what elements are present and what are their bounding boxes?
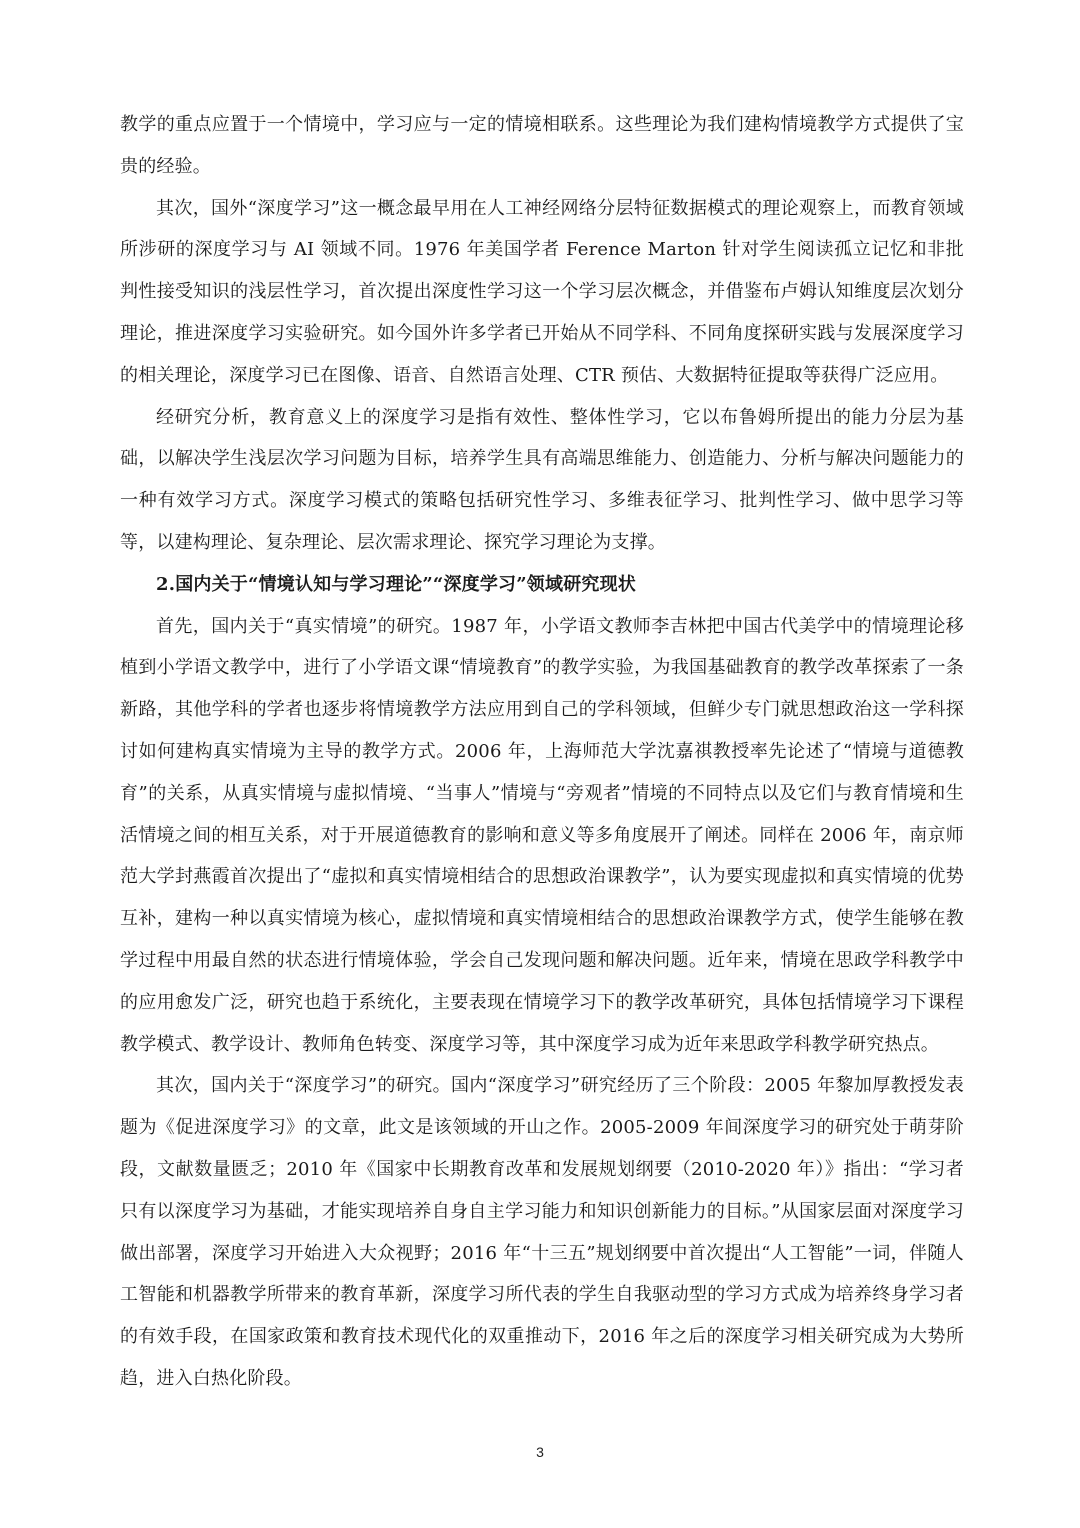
paragraph-analysis: 经研究分析，教育意义上的深度学习是指有效性、整体性学习，它以布鲁姆所提出的能力分层为基础，以解决学生浅层次学习问题为目标，培养学生具有高端思维能力、创造能力、分析与解决问题能力的一种有效学习方式。深度学习模式的策略包括研究性学习、多维表征学习、批判性学习、做中思学习等等，以建构理论、复杂理论、层次需求理论、探究学习理论为支撑。 <box>120 406 964 553</box>
document-body <box>120 104 964 1400</box>
section-heading: 2.国内关于“情境认知与学习理论”“深度学习”领域研究现状 <box>156 573 637 595</box>
paragraph-domestic-deep-learning: 其次，国内关于“深度学习”的研究。国内“深度学习”研究经历了三个阶段：2005 年黎加厚教授发表题为《促进深度学习》的文章，此文是该领域的开山之作。2005-2009 年间深度学习的研究处于萌芽阶段，文献数量匮乏；2010 年《国家中长期教育改革和发展规划纲要（2010-2020 年）》指出：“学习者只有以深度学习为基础，才能实现培养自身自主学习能力和知识创新能力的目标。”从国家层面对深度学习做出部署，深度学习开始进入大众视野；2016 年“十三五”规划纲要中首次提出“人工智能”一词，伴随人工智能和机器教学所带来的教育革新，深度学习所代表的学生自我驱动型的学习方式成为培养终身学习者的有效手段，在国家政策和教育技术现代化的双重推动下，2016 年之后的深度学习相关研究成为大势所趋，进入白热化阶段。 <box>120 1075 964 1389</box>
page-number: 3 <box>536 1444 544 1460</box>
paragraph-continued: 教学的重点应置于一个情境中，学习应与一定的情境相联系。这些理论为我们建构情境教学方式提供了宝贵的经验。 <box>120 114 964 177</box>
paragraph-foreign-deep-learning: 其次，国外“深度学习”这一概念最早用在人工神经网络分层特征数据模式的理论观察上，而教育领域所涉研的深度学习与 AI 领域不同。1976 年美国学者 Ference Marton 针对学生阅读孤立记忆和非批判性接受知识的浅层性学习，首次提出深度性学习这一个学习层次概念，并借鉴布卢姆认知维度层次划分理论，推进深度学习实验研究。如今国外许多学者已开始从不同学科、不同角度探研实践与发展深度学习的相关理论，深度学习已在图像、语音、自然语言处理、CTR 预估、大数据特征提取等获得广泛应用。 <box>120 197 964 386</box>
paragraph-domestic-real-situation: 首先，国内关于“真实情境”的研究。1987 年，小学语文教师李吉林把中国古代美学中的情境理论移植到小学语文教学中，进行了小学语文课“情境教育”的教学实验，为我国基础教育的教学改革探索了一条新路，其他学科的学者也逐步将情境教学方法应用到自己的学科领域，但鲜少专门就思想政治这一学科探讨如何建构真实情境为主导的教学方式。2006 年，上海师范大学沈嘉祺教授率先论述了“情境与道德教育”的关系，从真实情境与虚拟情境、“当事人”情境与“旁观者”情境的不同特点以及它们与教育情境和生活情境之间的相互关系，对于开展道德教育的影响和意义等多角度展开了阐述。同样在 2006 年，南京师范大学封燕霞首次提出了“虚拟和真实情境相结合的思想政治课教学”，认为要实现虚拟和真实情境的优势互补，建构一种以真实情境为核心，虚拟情境和真实情境相结合的思想政治课教学方式，使学生能够在教学过程中用最自然的状态进行情境体验，学会自己发现问题和解决问题。近年来，情境在思政学科教学中的应用愈发广泛，研究也趋于系统化，主要表现在情境学习下的教学改革研究，具体包括情境学习下课程教学模式、教学设计、教师角色转变、深度学习等，其中深度学习成为近年来思政学科教学研究热点。 <box>120 615 964 1055</box>
